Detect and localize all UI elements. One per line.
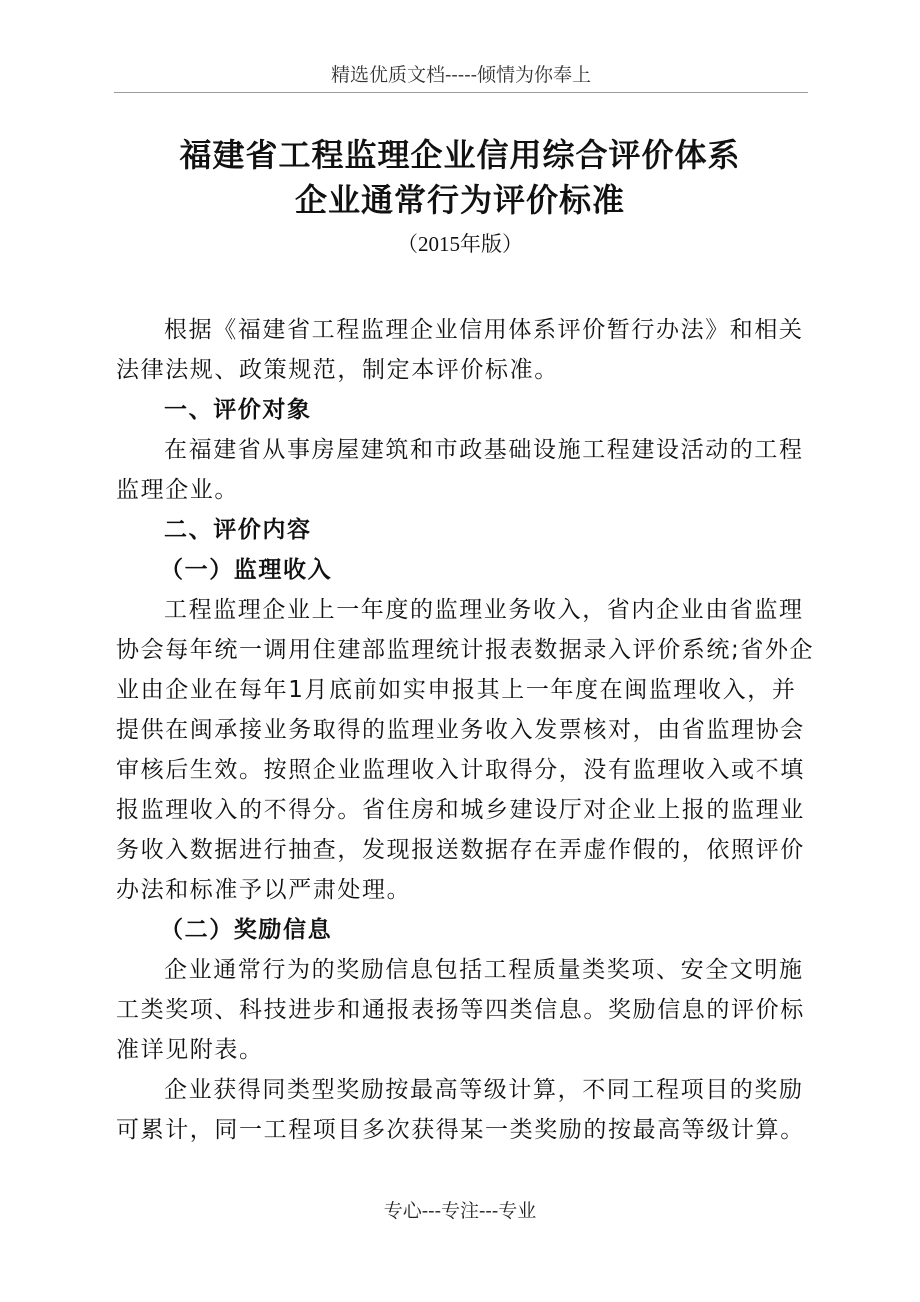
page-header: 精选优质文档-----倾情为你奉上 xyxy=(114,64,808,93)
intro-paragraph: 根据《福建省工程监理企业信用体系评价暂行办法》和相关法律法规、政策规范，制定本评价标准。 xyxy=(116,317,804,383)
subsection-heading-award-info: （二）奖励信息 xyxy=(160,917,333,943)
section-heading-evaluation-content: 二、评价内容 xyxy=(164,517,312,543)
document-title-line-2: 企业通常行为评价标准 xyxy=(294,181,625,219)
document-body xyxy=(116,310,816,1150)
subsection-heading-supervision-income: （一）监理收入 xyxy=(160,557,333,583)
subsection-paragraph-supervision-income: 工程监理企业上一年度的监理业务收入，省内企业由省监理协会每年统一调用住建部监理统计报表数据录入评价系统;省外企业由企业在每年1月底前如实申报其上一年度在闽监理收入，并提供在闽承接业务取得的监理业务收入发票核对，由省监理协会审核后生效。按照企业监理收入计取得分，没有监理收入或不填报监理收入的不得分。省住房和城乡建设厅对企业上报的监理业务收入数据进行抽查，发现报送数据存在弄虚作假的，依照评价办法和标准予以严肃处理。 xyxy=(116,597,815,903)
edition-label: （2015年版） xyxy=(397,232,523,256)
section-paragraph-evaluation-object: 在福建省从事房屋建筑和市政基础设施工程建设活动的工程监理企业。 xyxy=(116,437,804,503)
document-title-line-1: 福建省工程监理企业信用综合评价体系 xyxy=(179,136,741,174)
subsection-paragraph-award-info-1: 企业通常行为的奖励信息包括工程质量类奖项、安全文明施工类奖项、科技进步和通报表扬等四类信息。奖励信息的评价标准详见附表。 xyxy=(116,957,805,1063)
section-heading-evaluation-object: 一、评价对象 xyxy=(164,397,312,423)
page-footer: 专心---专注---专业 xyxy=(383,1200,537,1222)
subsection-paragraph-award-info-2: 企业获得同类型奖励按最高等级计算，不同工程项目的奖励可累计，同一工程项目多次获得某一类奖励的按最高等级计算。 xyxy=(116,1077,805,1143)
